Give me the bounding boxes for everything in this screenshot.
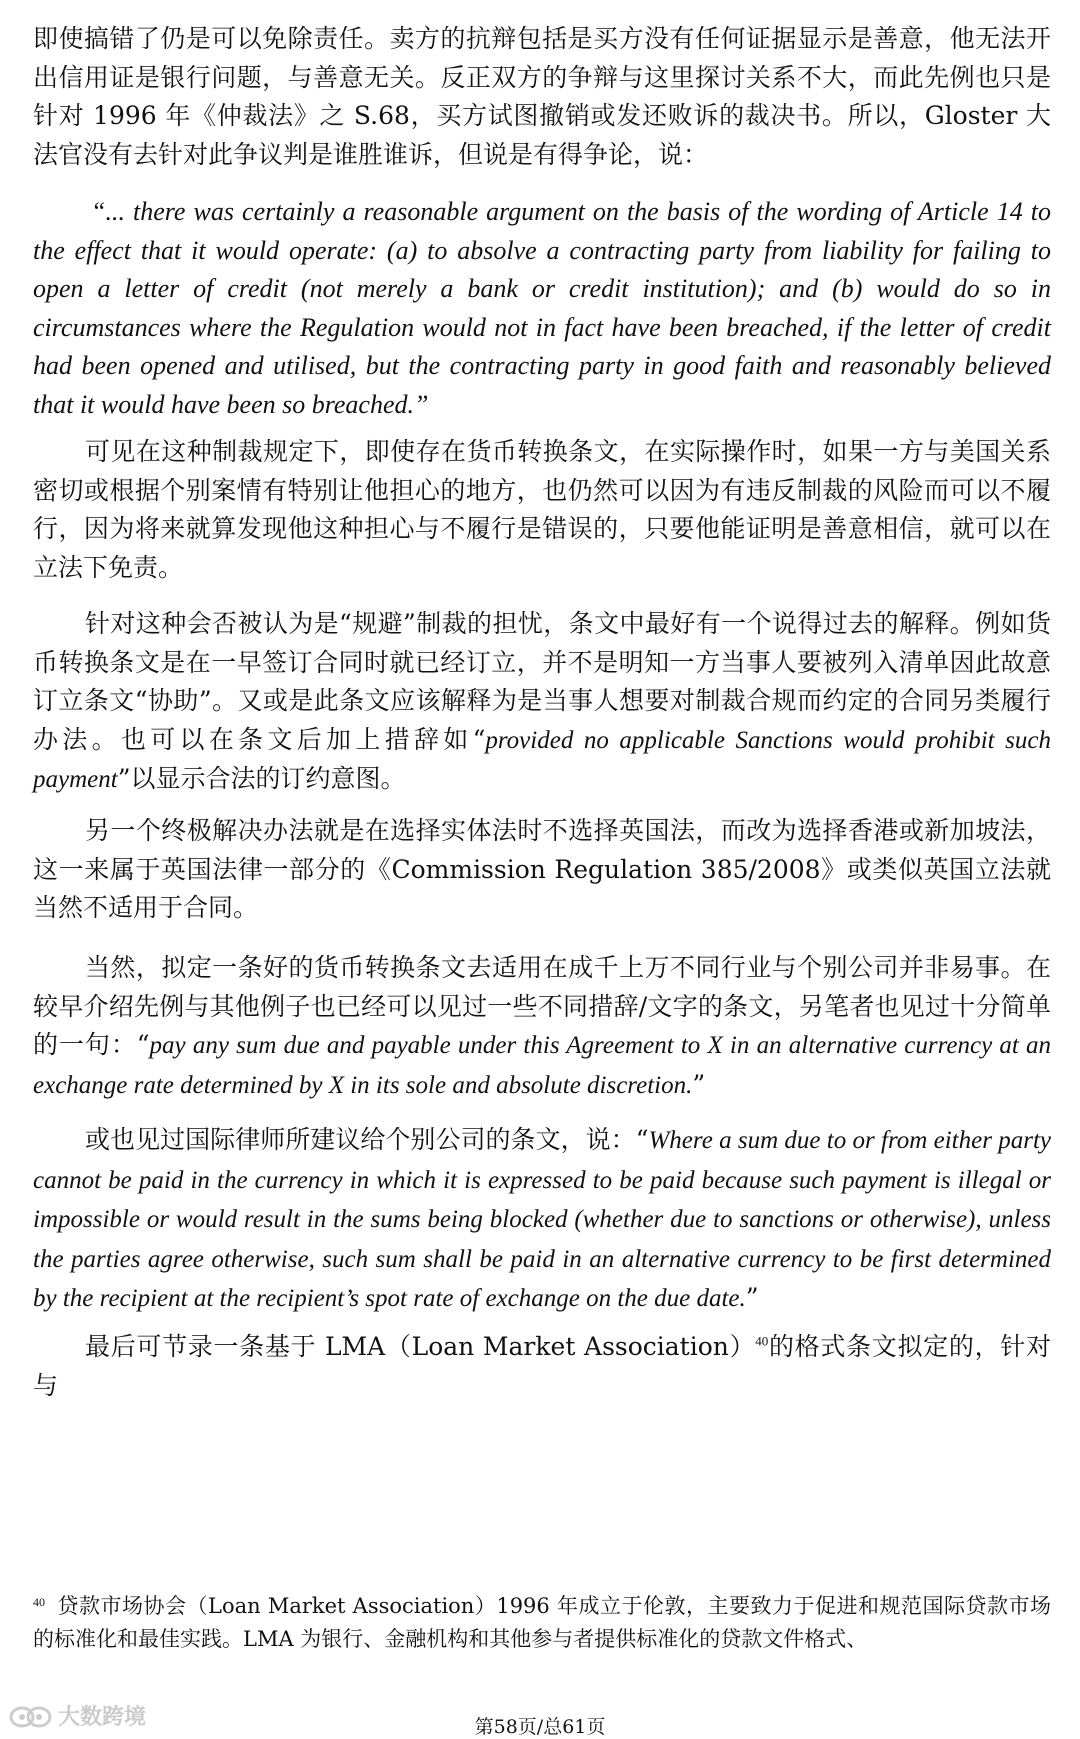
clause-wording-italic: provided no applicable Sanctions would prohibit such payment bbox=[33, 726, 1051, 793]
footnote-number: 40 bbox=[33, 1595, 45, 1609]
paragraph-text: ” bbox=[745, 1283, 759, 1312]
footnote bbox=[33, 1586, 1051, 1656]
clause-wording-italic: Where a sum due to or from either party cannot be paid in the currency in which it is expressed to be paid because such payment is illegal or impossible or would result in the sums being blocked (whether due to sanctions or otherwise), unless the parties agree otherwise, such sum shall be paid in an alternative currency to be first determined by the recipient at the recipient’s spot rate of exchange on the due date. bbox=[33, 1127, 1051, 1312]
block-quote-gloster: “... there was certainly a reasonable argument on the basis of the wording of Article 14 to the effect that it would operate: (a) to absolve a contracting party from liability for failing to open a letter of credit (not merely a bank or credit institution); and (b) would do so in circumstances where the Regulation would not in fact have been breached, if the letter of credit had been opened and utilised, but the contracting party in good faith and reasonably believed that it would have been so breached.” bbox=[33, 197, 1051, 419]
page-number: 第58页/总61页 bbox=[474, 1716, 606, 1738]
paragraph-governing-law: 另一个终极解决办法就是在选择实体法时不选择英国法，而改为选择香港或新加坡法，这一来属于英国法律一部分的《Commission Regulation 385/2008》或类似英国立法就当然不适用于合同。 bbox=[33, 816, 1051, 922]
paragraph-text: 当然，拟定一条好的货币转换条文去适用在成千上万不同行业与个别公司并非易事。在较早介绍先例与其他例子也已经可以见过一些不同措辞/文字的条文，另笔者也见过十分简单的一句：“ bbox=[33, 953, 1051, 1059]
paragraph-text: 或也见过国际律师所建议给个别公司的条文，说：“ bbox=[85, 1125, 649, 1154]
paragraph-intro: 即使搞错了仍是可以免除责任。卖方的抗辩包括是买方没有任何证据显示是善意，他无法开出信用证是银行问题，与善意无关。反正双方的争辩与这里探讨关系不大，而此先例也只是针对 1996 年《仲裁法》之 S.68，买方试图撤销或发还败诉的裁决书。所以，Gloster 大法官没有去针对此争议判是谁胜谁诉，但说是有得争论，说： bbox=[33, 24, 1051, 169]
watermark-text: 大数跨境 bbox=[58, 1705, 147, 1730]
paragraph-text: 的格式条文拟定的，针对与 bbox=[33, 1332, 1051, 1400]
paragraph-lma-clause bbox=[33, 1328, 1051, 1405]
paragraph-drafting-clause bbox=[33, 949, 1051, 1105]
paragraph-text: 最后可节录一条基于 LMA（Loan Market Association） bbox=[85, 1332, 756, 1361]
footnote-text: 贷款市场协会（Loan Market Association）1996 年成立于伦敦，主要致力于促进和规范国际贷款市场的标准化和最佳实践。LMA 为银行、金融机构和其他参与者提供标准化的贷款文件格式、 bbox=[33, 1594, 1051, 1651]
clause-wording-italic: pay any sum due and payable under this Agreement to X in an alternative currency at an exchange rate determined by X in its sole and absolute discretion. bbox=[33, 1032, 1051, 1099]
paragraph-avoidance-concern bbox=[33, 605, 1051, 800]
footnote-reference[interactable]: 40 bbox=[755, 1333, 769, 1349]
paragraph-text: 针对这种会否被认为是“规避”制裁的担忧，条文中最好有一个说得过去的解释。例如货币转换条文是在一早签订合同时就已经订立，并不是明知一方当事人要被列入清单因此故意订立条文“协助”。又或是此条文应该解释为是当事人想要对制裁合规而约定的合同另类履行办法。也可以在条文后加上措辞如“ bbox=[33, 609, 1051, 754]
paragraph-text: ” bbox=[692, 1069, 706, 1099]
paragraph-sanctions-risk: 可见在这种制裁规定下，即使存在货币转换条文，在实际操作时，如果一方与美国关系密切或根据个别案情有特别让他担心的地方，也仍然可以因为有违反制裁的风险而可以不履行，因为将来就算发现他这种担心与不履行是错误的，只要他能证明是善意相信，就可以在立法下免责。 bbox=[33, 437, 1051, 582]
paragraph-international-lawyer-clause bbox=[33, 1121, 1051, 1319]
paragraph-text: ”以显示合法的订约意图。 bbox=[117, 764, 406, 793]
